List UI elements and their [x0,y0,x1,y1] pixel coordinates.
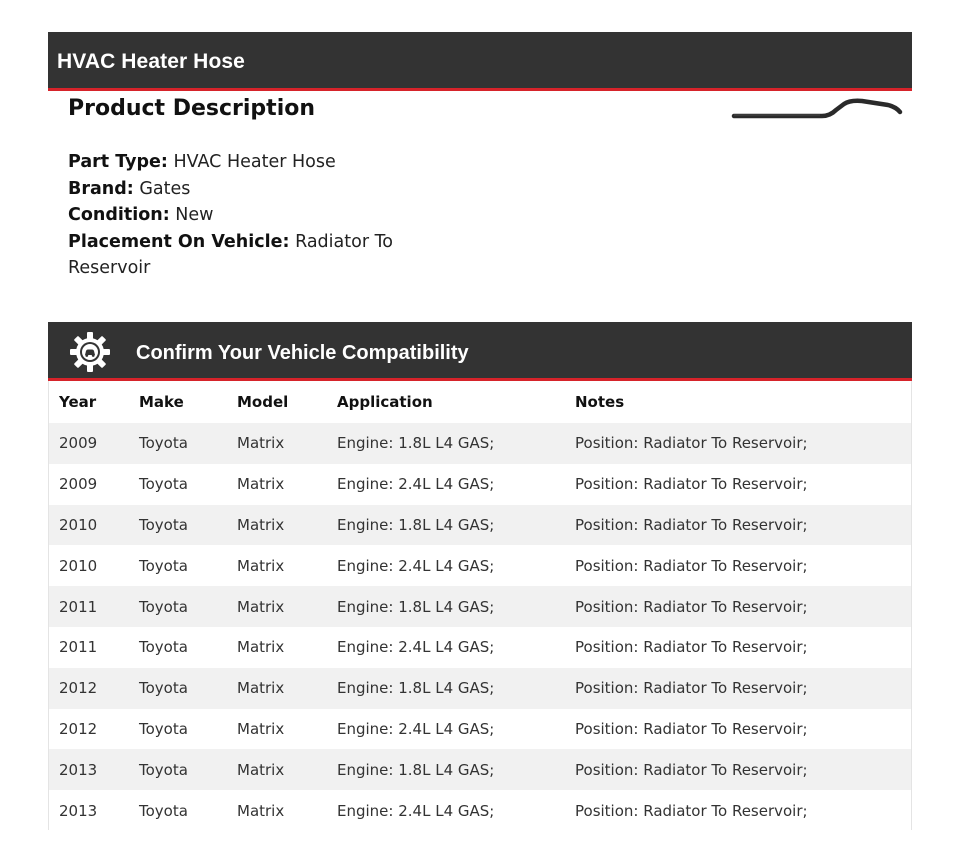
cell-application: Engine: 2.4L L4 GAS; [327,709,565,750]
cell-model: Matrix [227,668,327,709]
cell-year: 2011 [49,586,129,627]
cell-application: Engine: 1.8L L4 GAS; [327,668,565,709]
spec-value: HVAC Heater Hose [173,152,336,172]
table-row [49,790,911,831]
table-row [49,505,911,546]
cell-notes: Position: Radiator To Reservoir; [565,709,911,750]
table-row [49,709,911,750]
table-row [49,423,911,464]
compatibility-header [48,322,912,381]
column-header-application: Application [327,381,565,423]
cell-notes: Position: Radiator To Reservoir; [565,668,911,709]
cell-make: Toyota [129,749,227,790]
cell-model: Matrix [227,586,327,627]
cell-notes: Position: Radiator To Reservoir; [565,545,911,586]
cell-make: Toyota [129,464,227,505]
column-header-make: Make [129,381,227,423]
table-row [49,464,911,505]
cell-notes: Position: Radiator To Reservoir; [565,464,911,505]
spec-label: Condition: [68,205,170,225]
spec-part-type [68,149,408,176]
cell-model: Matrix [227,423,327,464]
spec-label: Placement On Vehicle: [68,231,290,252]
gear-car-icon [68,330,112,374]
spec-value: New [175,205,214,225]
cell-application: Engine: 2.4L L4 GAS; [327,790,565,831]
product-specs [68,149,408,282]
product-description-heading: Product Description [68,96,316,121]
spec-placement [68,229,408,282]
table-row [49,545,911,586]
cell-make: Toyota [129,586,227,627]
spec-label: Brand: [68,178,134,199]
spec-label: Part Type: [68,152,168,172]
cell-year: 2012 [49,668,129,709]
column-header-model: Model [227,381,327,423]
cell-make: Toyota [129,668,227,709]
cell-notes: Position: Radiator To Reservoir; [565,627,911,668]
cell-year: 2009 [49,464,129,505]
cell-year: 2010 [49,545,129,586]
cell-year: 2013 [49,790,129,831]
spec-value: Gates [139,178,191,199]
cell-notes: Position: Radiator To Reservoir; [565,423,911,464]
spec-brand [68,176,408,203]
cell-model: Matrix [227,545,327,586]
cell-model: Matrix [227,627,327,668]
cell-application: Engine: 2.4L L4 GAS; [327,627,565,668]
compatibility-table [48,381,912,830]
cell-application: Engine: 2.4L L4 GAS; [327,464,565,505]
cell-make: Toyota [129,627,227,668]
cell-year: 2012 [49,709,129,750]
spec-value: Radiator To Reservoir [68,231,394,278]
cell-make: Toyota [129,545,227,586]
cell-application: Engine: 2.4L L4 GAS; [327,545,565,586]
product-title: HVAC Heater Hose [57,50,245,73]
cell-model: Matrix [227,505,327,546]
cell-application: Engine: 1.8L L4 GAS; [327,423,565,464]
cell-application: Engine: 1.8L L4 GAS; [327,586,565,627]
cell-model: Matrix [227,464,327,505]
column-header-year: Year [49,381,129,423]
column-header-notes: Notes [565,381,911,423]
cell-application: Engine: 1.8L L4 GAS; [327,505,565,546]
spec-condition [68,202,408,229]
product-title-bar [48,32,912,91]
cell-year: 2013 [49,749,129,790]
cell-year: 2009 [49,423,129,464]
cell-notes: Position: Radiator To Reservoir; [565,749,911,790]
table-row [49,586,911,627]
compatibility-title: Confirm Your Vehicle Compatibility [136,342,469,364]
cell-make: Toyota [129,709,227,750]
heater-hose-image [730,96,906,126]
cell-notes: Position: Radiator To Reservoir; [565,505,911,546]
cell-make: Toyota [129,423,227,464]
cell-application: Engine: 1.8L L4 GAS; [327,749,565,790]
cell-year: 2010 [49,505,129,546]
cell-model: Matrix [227,749,327,790]
cell-year: 2011 [49,627,129,668]
cell-make: Toyota [129,505,227,546]
cell-make: Toyota [129,790,227,831]
table-row [49,627,911,668]
table-row [49,668,911,709]
table-header-row [49,381,911,423]
table-row [49,749,911,790]
cell-model: Matrix [227,709,327,750]
cell-notes: Position: Radiator To Reservoir; [565,586,911,627]
cell-model: Matrix [227,790,327,831]
cell-notes: Position: Radiator To Reservoir; [565,790,911,831]
